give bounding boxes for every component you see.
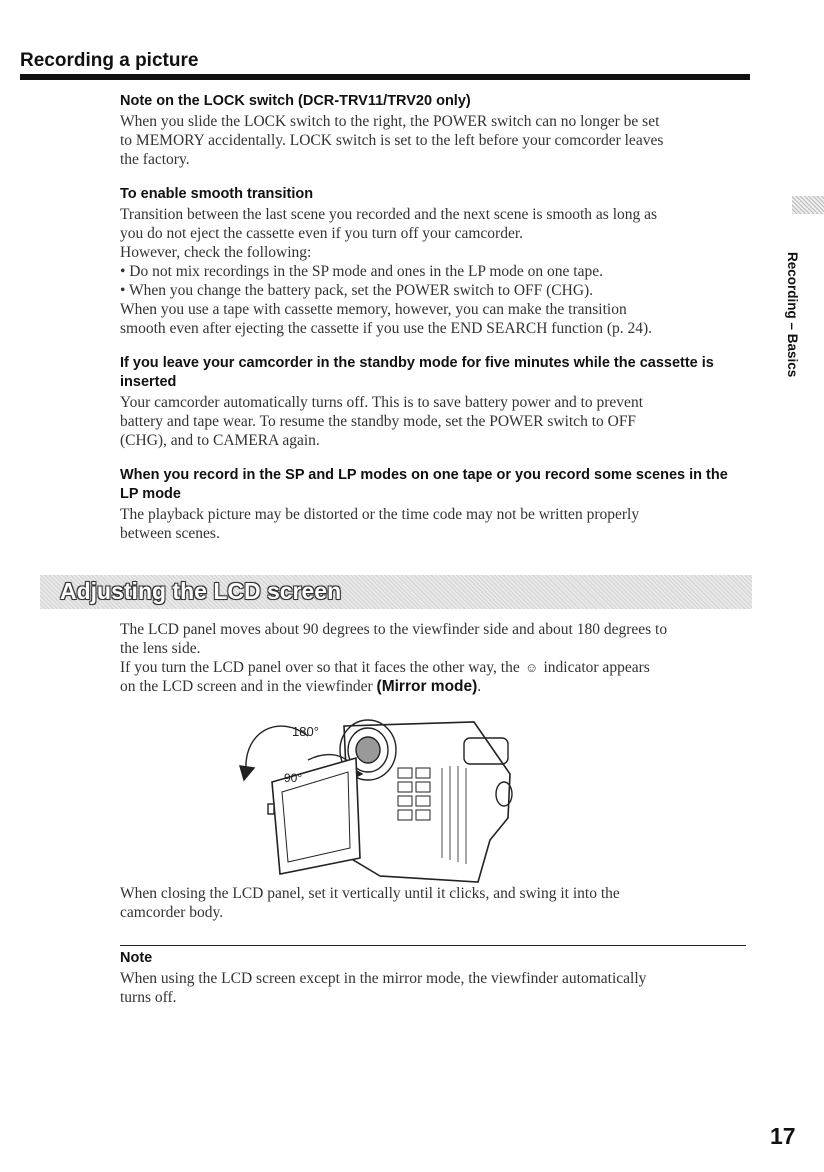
text-fragment: . [477,678,482,695]
text-line: When you use a tape with cassette memory, however, you can make the transition [120,301,627,318]
section-smooth-transition [120,185,742,338]
text-line: Your camcorder automatically turns off. This is to save battery power and to prevent [120,394,643,411]
section-heading: To enable smooth transition [120,186,314,202]
section-lock-switch [120,92,742,169]
closing-instructions [120,884,742,922]
main-content [120,92,742,559]
side-tab-label: Recording – Basics [785,252,800,378]
section-heading: When you record in the SP and LP modes on one tape or you record some scenes in the LP mode [120,467,728,502]
text-line: turns off. [120,989,177,1006]
text-line: the factory. [120,151,190,168]
text-fragment: If you turn the LCD panel over so that it faces the other way, the [120,659,520,676]
note-block [120,949,742,1007]
text-line: When using the LCD screen except in the mirror mode, the viewfinder automatically [120,970,647,987]
text-line: battery and tape wear. To resume the standby mode, set the POWER switch to OFF [120,413,637,430]
section-heading: Note on the LOCK switch (DCR-TRV11/TRV20 only) [120,93,471,109]
section-heading: If you leave your camcorder in the standby mode for five minutes while the cassette is inserted [120,355,714,390]
mirror-mode-icon: ☺ [524,660,539,675]
text-line: Transition between the last scene you recorded and the next scene is smooth as long as [120,206,658,223]
page-number: 17 [770,1123,796,1149]
label-180: 180° [292,724,319,739]
camcorder-lcd-rotation-icon [228,708,528,886]
bullet-line: • Do not mix recordings in the SP mode and ones in the LP mode on one tape. [120,263,603,280]
note-heading: Note [120,950,153,966]
text-fragment: indicator appears [543,659,650,676]
text-line: you do not eject the cassette even if you turn off your camcorder. [120,225,524,242]
text-line: (CHG), and to CAMERA again. [120,432,320,449]
text-line: When closing the LCD panel, set it vertically until it clicks, and swing it into the [120,885,620,902]
header-rule [20,74,750,80]
side-tab-marker [792,196,824,214]
text-line: However, check the following: [120,244,312,261]
text-line: between scenes. [120,525,220,542]
text-fragment: on the LCD screen and in the viewfinder [120,678,373,695]
page-section-title: Recording a picture [20,50,199,71]
mirror-mode-label: (Mirror mode) [376,678,478,695]
text-line: smooth even after ejecting the cassette if you use the END SEARCH function (p. 24). [120,320,653,337]
section-banner [40,575,752,609]
note-divider [120,945,746,946]
text-line: The LCD panel moves about 90 degrees to the viewfinder side and about 180 degrees to [120,621,668,638]
lcd-description [120,620,742,696]
text-line: camcorder body. [120,904,224,921]
bullet-line: • When you change the battery pack, set the POWER switch to OFF (CHG). [120,282,594,299]
section-sp-lp-modes [120,466,742,543]
text-line [120,677,742,696]
banner-title: Adjusting the LCD screen [60,578,342,604]
text-line: to MEMORY accidentally. LOCK switch is set to the left before your comcorder leaves [120,132,664,149]
text-line: The playback picture may be distorted or the time code may not be written properly [120,506,640,523]
text-line: When you slide the LOCK switch to the right, the POWER switch can no longer be set [120,113,660,130]
text-line [120,658,742,677]
label-90: 90° [284,771,303,785]
section-standby-mode [120,354,742,450]
text-line: the lens side. [120,640,201,657]
